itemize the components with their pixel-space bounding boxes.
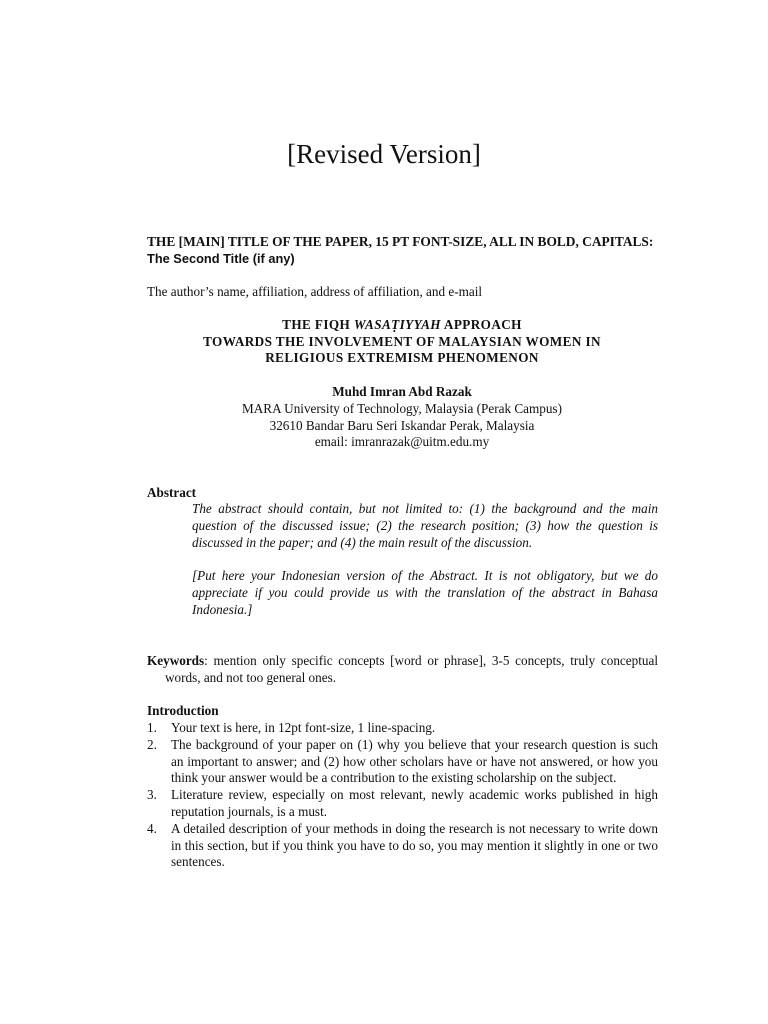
list-item — [147, 787, 658, 821]
list-item-number: 1. — [147, 720, 157, 735]
paper-title-italic-term: WASAṬIYYAH — [353, 317, 441, 332]
paper-title — [147, 317, 657, 367]
list-item-text: Your text is here, in 12pt font-size, 1 line-spacing. — [171, 720, 436, 735]
keywords-label: Keywords — [147, 653, 205, 668]
author-block — [147, 384, 657, 451]
author-address: 32610 Bandar Baru Seri Iskandar Perak, Malaysia — [269, 417, 535, 433]
list-item-text: The background of your paper on (1) why you believe that your research question is such an important to answer; and (2) how other scholars have or have not answered, or how you think your answer would be a contribution to the existing scholarship on the subject. — [171, 736, 658, 786]
template-author-instruction: The author’s name, affiliation, address of affiliation, and e-mail — [147, 284, 483, 299]
paper-title-line-3: RELIGIOUS EXTREMISM PHENOMENON — [265, 350, 539, 366]
abstract-indonesian-paragraph: [Put here your Indonesian version of the Abstract. It is not obligatory, but we do appreciate if you could provide us with the translation of the abstract in Bahasa Indonesia.] — [192, 568, 658, 617]
paper-title-prefix: THE FIQH — [282, 317, 354, 332]
list-item-number: 4. — [147, 820, 157, 836]
keywords-text: : mention only specific concepts [word or phrase], 3-5 concepts, truly conceptual words, and not too general ones. — [165, 653, 658, 685]
list-item-text: Literature review, especially on most relevant, newly academic works published in high reputation journals, is a must. — [171, 787, 658, 819]
list-item — [147, 821, 658, 871]
author-email: email: imranrazak@uitm.edu.my — [314, 434, 490, 450]
paper-title-line-1 — [147, 317, 657, 334]
introduction-heading: Introduction — [147, 703, 219, 718]
author-name: Muhd Imran Abd Razak — [332, 384, 472, 399]
list-item-number: 2. — [147, 736, 157, 752]
list-item-text: A detailed description of your methods in doing the research is not necessary to write down in this section, but if you think you have to do so, you may mention it slightly in one or two sentences. — [171, 820, 658, 870]
abstract-body — [192, 501, 658, 635]
revised-version-label: [Revised Version] — [287, 139, 481, 169]
keywords-paragraph — [147, 653, 658, 687]
author-affiliation: MARA University of Technology, Malaysia (Perak Campus) — [242, 400, 562, 416]
abstract-paragraph: The abstract should contain, but not limited to: (1) the background and the main question of the discussed issue; (2) the research position; (3) how the question is discussed in the paper; and (4) the main result of the discussion. — [192, 501, 658, 550]
template-title — [147, 233, 657, 267]
paper-title-suffix: APPROACH — [440, 317, 522, 332]
paper-title-line-2: TOWARDS THE INVOLVEMENT OF MALAYSIAN WOMEN IN — [203, 333, 601, 349]
abstract-heading: Abstract — [147, 485, 197, 500]
template-second-title: The Second Title (if any) — [147, 251, 295, 266]
list-item — [147, 720, 658, 737]
list-item-number: 3. — [147, 787, 157, 803]
list-item — [147, 737, 658, 787]
template-main-title: THE [MAIN] TITLE OF THE PAPER, 15 PT FONT-SIZE, ALL IN BOLD, CAPITALS: — [147, 234, 654, 249]
introduction-list — [147, 720, 658, 871]
